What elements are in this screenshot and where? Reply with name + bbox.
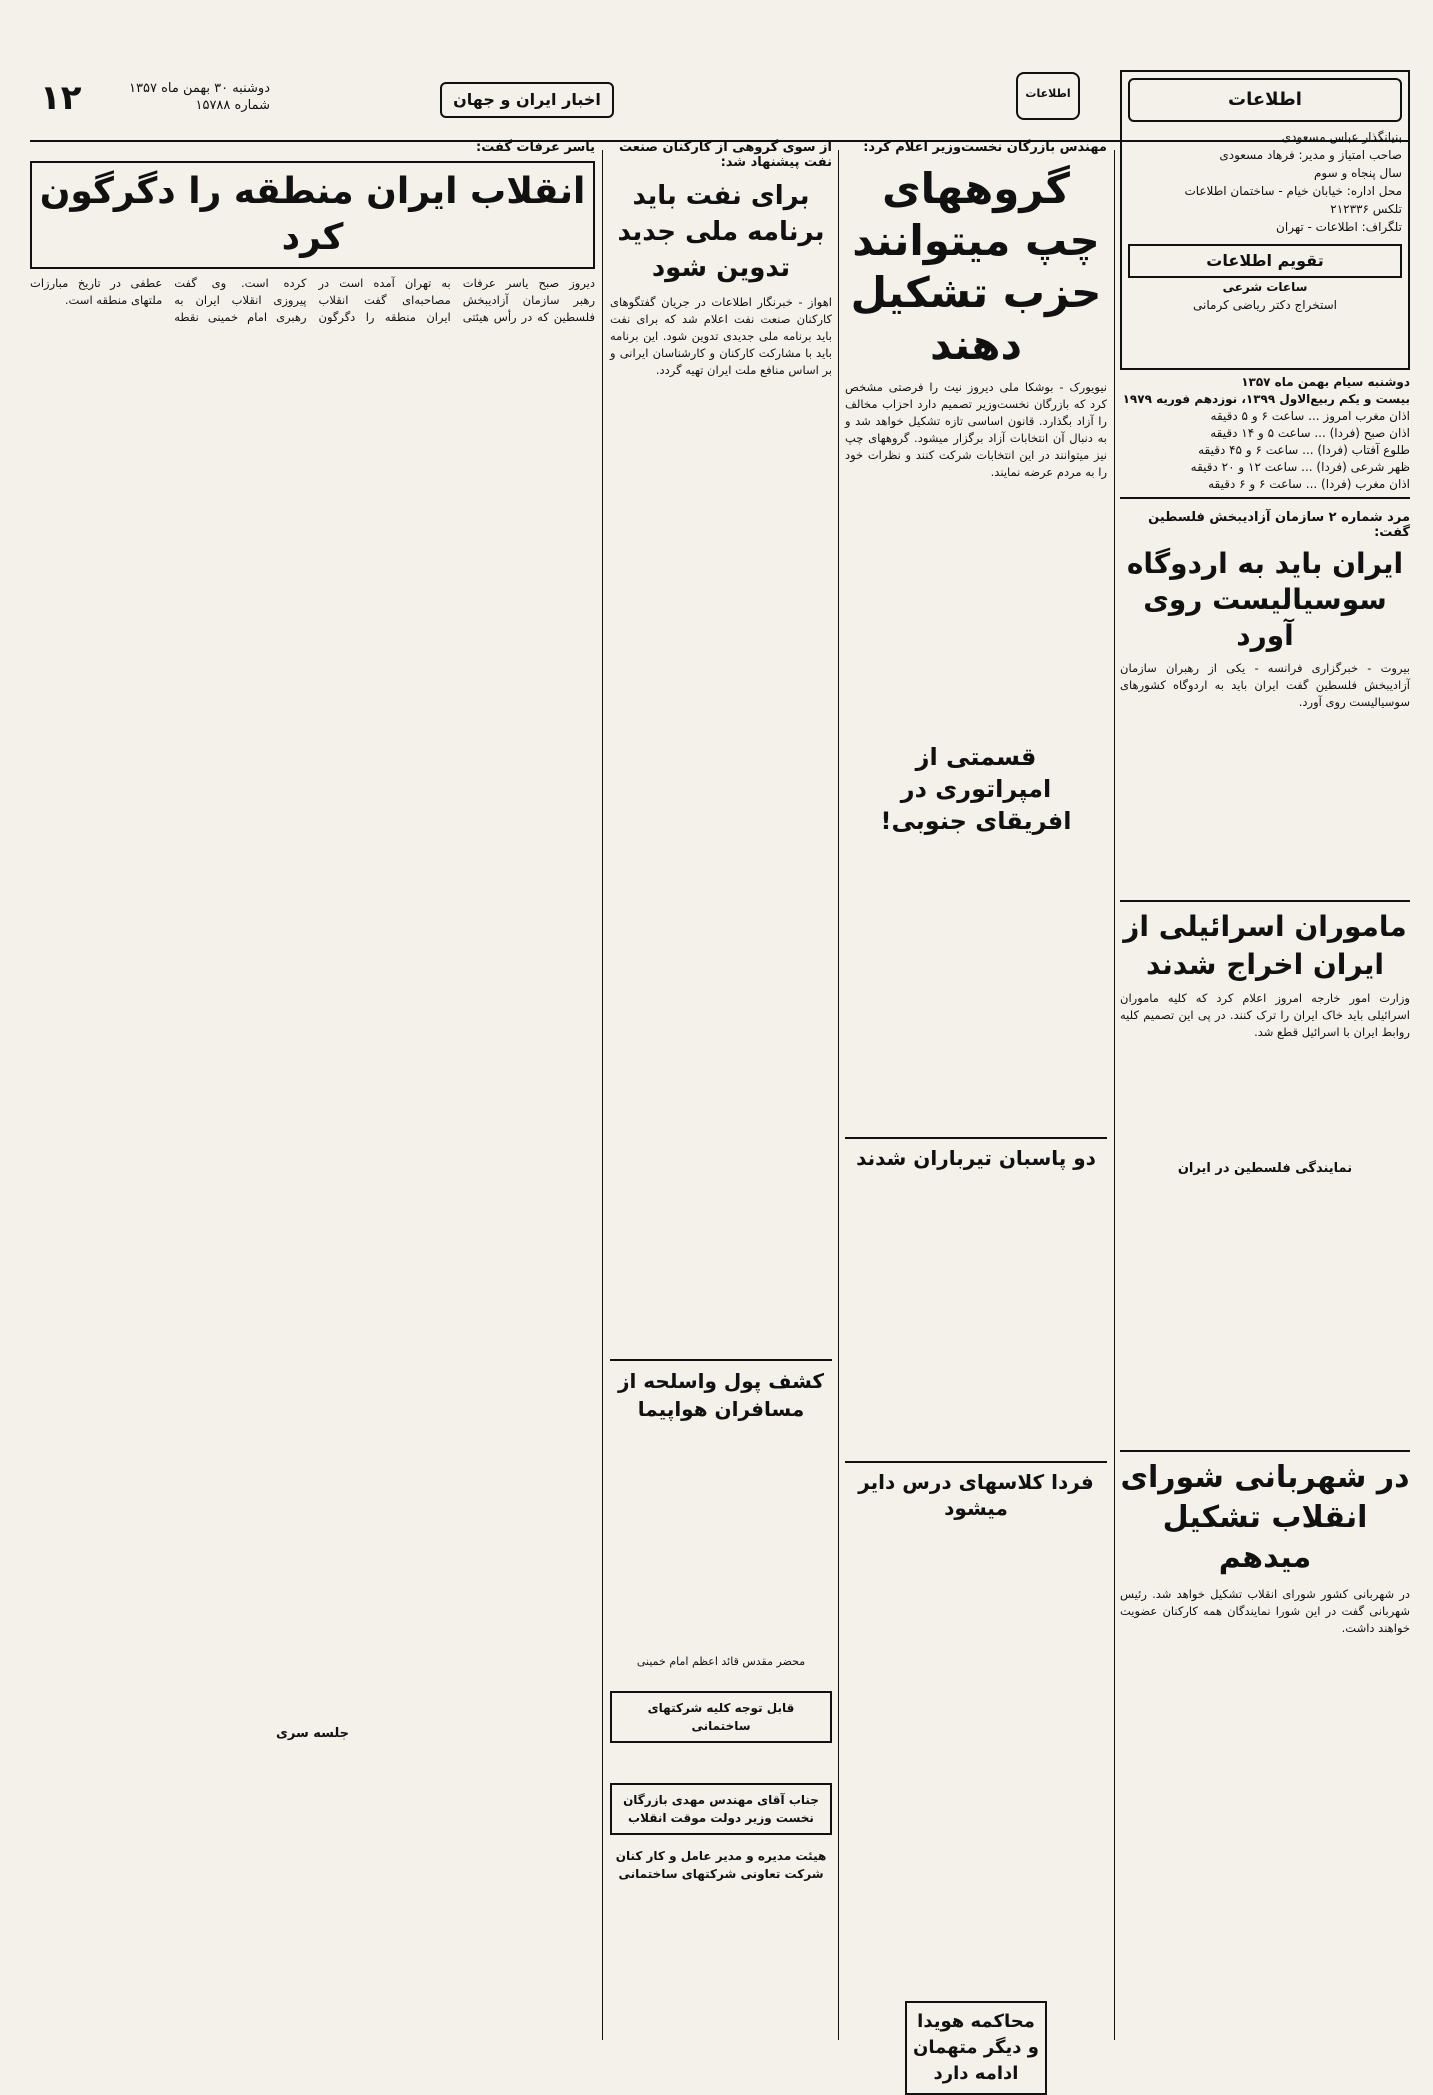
masthead: [1120, 70, 1410, 370]
notice-1: قابل توجه کلیه شرکتهای ساختمانی: [610, 1691, 832, 1743]
palestine-body: بیروت - خبرگزاری فرانسه - یکی از رهبران سازمان آزادیبخش فلسطین گفت ایران باید به اردوگاه کشورهای سوسیالیست روی آورد.: [1120, 661, 1410, 709]
prayer-time: اذان صبح (فردا) ... ساعت ۵ و ۱۴ دقیقه: [1210, 426, 1410, 440]
condolence-notice: محضر مقدس قائد اعظم امام خمینی: [636, 1655, 806, 1668]
arafat-sub-1: جلسه سری: [275, 1726, 350, 1741]
israel-sub: نمایندگی فلسطین در ایران: [1177, 1161, 1353, 1176]
column-rule: [1114, 150, 1115, 2040]
shahrbani-article: [1120, 1450, 1410, 1637]
bazargan-sub-2: دو پاسبان تیرباران شدند: [845, 1137, 1107, 1171]
notice-2: جناب آقای مهندس مهدی بازرگان نخست وزیر دولت موقت انقلاب: [610, 1783, 832, 1835]
oil-body: اهواز - خبرنگار اطلاعات در جریان گفتگوهای کارکنان صنعت نفت اعلام شد که برای نفت باید برنامه ملی جدیدی تدوین شود. این برنامه باید با مشارکت کارکنان و کارشناسان ایرانی و بر اساس منافع ملت ایران تهیه گردد.: [610, 295, 832, 377]
column-rule: [602, 150, 603, 2040]
masthead-logo: اطلاعات: [1128, 78, 1402, 122]
bazargan-article: [845, 140, 1107, 2095]
oil-headline: برای نفت باید برنامه ملی جدید تدوین شود: [617, 181, 825, 283]
palestine-kicker: مرد شماره ۲ سازمان آزادیبخش فلسطین گفت:: [1148, 510, 1410, 540]
address: محل اداره: خیابان خیام - ساختمان اطلاعات: [1184, 184, 1402, 198]
telex: تلکس ۲۱۲۳۳۶: [1330, 202, 1402, 216]
israel-article: [1120, 900, 1410, 1176]
founder: بنیانگذار عباس مسعودی: [1281, 130, 1402, 144]
arafat-kicker: یاسر عرفات گفت:: [476, 140, 595, 155]
bazargan-kicker: مهندس بازرگان نخست‌وزیر اعلام کرد:: [863, 140, 1107, 155]
israel-headline: ماموران اسرائیلی از ایران اخراج شدند: [1123, 910, 1407, 981]
issue-line: شماره ۱۵۷۸۸: [195, 98, 270, 113]
prayer-times-box: [1120, 374, 1410, 499]
today-date-2: بیست و یکم ربیع‌الاول ۱۳۹۹، نوزدهم فوریه ۱۹۷۹: [1122, 392, 1410, 406]
palestine-article: [1120, 510, 1410, 711]
header-logo: اطلاعات: [1016, 72, 1080, 120]
bazargan-body: نیویورک - بوشکا ملی دیروز نیت را فرصتی مشخص کرد که بازرگان نخست‌وزیر تصمیم دارد احزاب مخالف را آزاد بگذارد. قانون اساسی تازه تشکیل خواهد شد و به دنبال آن انتخابات آزاد برگزار میشود. گروههای چپ نیز میتوانند در این انتخابات شرکت کنند و نظرات خود را به مردم عرضه نمایند.: [845, 380, 1107, 479]
palestine-headline: ایران باید به اردوگاه سوسیالیست روی آورد: [1126, 547, 1404, 652]
notice-3: هیئت مدیره و مدیر عامل و کار کنان شرکت تعاونی شرکتهای ساختمانی: [615, 1849, 827, 1881]
date-line: دوشنبه ۳۰ بهمن ماه ۱۳۵۷: [129, 81, 270, 96]
oil-sub-1: کشف پول واسلحه از مسافران هواپیما: [610, 1359, 832, 1423]
bazargan-sub-3: فردا کلاسهای درس دایر میشود: [845, 1461, 1107, 1521]
prayer-time: اذان مغرب امروز ... ساعت ۶ و ۵ دقیقه: [1210, 409, 1410, 423]
calendar-title: تقویم اطلاعات: [1128, 244, 1402, 278]
column-rule: [838, 150, 839, 2040]
bazargan-sub-1: قسمتی از امپراتوری در افریقای جنوبی!: [880, 743, 1072, 835]
oil-article: [610, 140, 832, 1883]
calendar-sub: ساعات شرعی: [1222, 280, 1308, 294]
today-date: دوشنبه سیام بهمن ماه ۱۳۵۷: [1241, 375, 1410, 389]
bazargan-sub-4: محاکمه هویدا و دیگر متهمان ادامه دارد: [905, 2001, 1047, 2095]
arafat-article: [30, 140, 595, 1741]
shahrbani-body: در شهربانی کشور شورای انقلاب تشکیل خواهد شد. رئیس شهربانی گفت در این شورا نمایندگان همه کارکنان عضویت خواهند داشت.: [1120, 1587, 1410, 1635]
phones: تلگراف: اطلاعات - تهران: [1276, 220, 1402, 234]
date-box: [120, 80, 270, 114]
oil-kicker: از سوی گروهی از کارکنان صنعت نفت پیشنهاد شد:: [619, 140, 832, 170]
prayer-time: طلوع آفتاب (فردا) ... ساعت ۶ و ۴۵ دقیقه: [1198, 443, 1410, 457]
section-title: اخبار ایران و جهان: [440, 82, 614, 118]
owner: صاحب امتیاز و مدیر: فرهاد مسعودی: [1219, 148, 1402, 162]
arafat-body: دیروز صبح یاسر عرفات رهبر سازمان آزادیبخش فلسطین که در رأس هیئتی به تهران آمده است در مصاحبه‌ای گفت انقلاب ایران منطقه را دگرگون کرده است. وی گفت پیروزی انقلاب ایران به رهبری امام خمینی نقطه عطفی در تاریخ مبارزات ملتهای منطقه است.: [30, 276, 595, 324]
calendar-sub2: استخراج دکتر ریاضی کرمانی: [1193, 298, 1337, 312]
prayer-time: ظهر شرعی (فردا) ... ساعت ۱۲ و ۲۰ دقیقه: [1190, 460, 1410, 474]
israel-body: وزارت امور خارجه امروز اعلام کرد که کلیه ماموران اسرائیلی باید خاک ایران را ترک کنند. در پی این تصمیم کلیه روابط ایران با اسرائیل قطع شد.: [1120, 991, 1410, 1039]
bazargan-headline: گروههای چپ میتوانند حزب تشکیل دهند: [850, 164, 1102, 369]
year: سال پنجاه و سوم: [1313, 166, 1402, 180]
shahrbani-headline: در شهربانی شورای انقلاب تشکیل میدهم: [1120, 1460, 1410, 1575]
page-number: ۱۲: [40, 78, 82, 118]
prayer-time: اذان مغرب (فردا) ... ساعت ۶ و ۶ دقیقه: [1208, 477, 1410, 491]
arafat-headline: انقلاب ایران منطقه را دگرگون کرد: [30, 161, 595, 269]
newspaper-page: [30, 60, 1410, 2084]
